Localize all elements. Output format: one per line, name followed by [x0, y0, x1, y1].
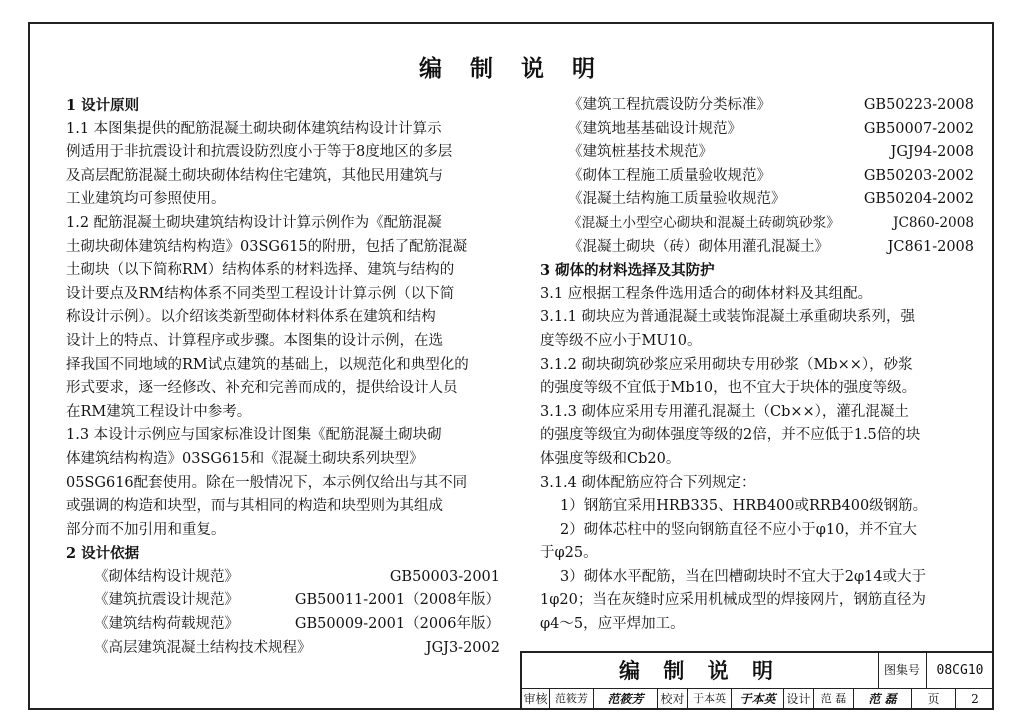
- para-3-1-2-line: 的强度等级不宜低于Mb10，也不宜大于块体的强度等级。: [540, 380, 917, 397]
- page-title: 编 制 说 明: [418, 55, 606, 82]
- reference-code: GB50007-2002: [863, 120, 974, 137]
- reference-code: JC861-2008: [887, 238, 974, 255]
- checker-name: 于本英: [688, 688, 732, 710]
- para-1-3-line: 或强调的构造和块型，而与其相同的构造和块型则为其组成: [66, 498, 443, 515]
- design-label: 设计: [784, 688, 814, 710]
- reviewer-signature: 范筱芳: [594, 688, 658, 710]
- reference-name: 《建筑抗震设计规范》: [94, 592, 239, 609]
- reference-code: JGJ3-2002: [425, 639, 500, 656]
- reference-name: 《砌体工程施工质量验收规范》: [568, 167, 771, 184]
- section-1-title: 1 设计原则: [66, 97, 140, 114]
- para-1-2-line: 择我国不同地域的RM试点建筑的基础上，以规范化和典型化的: [66, 356, 469, 373]
- reference-row: [540, 141, 976, 165]
- reference-row: [540, 212, 976, 236]
- atlas-number-label: 图集号: [878, 653, 927, 688]
- reference-code: GB50204-2002: [863, 191, 974, 208]
- reference-row: [540, 188, 976, 212]
- title-block-title: 编 制 说 明: [522, 653, 879, 688]
- reference-name: 《混凝土砌块（砖）砌体用灌孔混凝土》: [568, 238, 829, 255]
- para-1-3-line: 1.3 本设计示例应与国家标准设计图集《配筋混凝土砌块砌: [66, 427, 442, 444]
- para-3-1-4: 3.1.4 砌体配筋应符合下列规定：: [540, 474, 756, 491]
- reference-code: GB50009-2001（2006年版）: [294, 616, 500, 633]
- reference-name: 《建筑桩基技术规范》: [568, 144, 713, 161]
- title-block-top-row: [522, 653, 994, 689]
- list-item: 2）砌体芯柱中的竖向钢筋直径不应小于φ10，并不宜大: [560, 521, 917, 538]
- para-3-1-3-line: 体强度等级和Cb20。: [540, 450, 681, 467]
- para-1-3-line: 05SG616配套使用。除在一般情况下，本示例仅给出与其不同: [66, 474, 468, 491]
- para-3-1-1-line: 度等级不应小于MU10。: [540, 332, 702, 349]
- designer-name: 范 磊: [814, 688, 854, 710]
- para-1-2-line: 土砌块（以下简称RM）结构体系的材料选择、建筑与结构的: [66, 262, 455, 279]
- reference-code: GB50223-2008: [863, 97, 974, 113]
- reference-row: [540, 165, 976, 189]
- list-item: 3）砌体水平配筋，当在凹槽砌块时不宜大于2φ14或大于: [560, 568, 927, 585]
- right-column: [540, 94, 976, 637]
- designer-signature: 范 磊: [854, 688, 912, 710]
- section-3-title: 3 砌体的材料选择及其防护: [540, 262, 715, 280]
- reference-row: [540, 94, 976, 118]
- para-1-1-line: 例适用于非抗震设计和抗震设防烈度小于等于8度地区的多层: [66, 144, 453, 161]
- para-3-1-2-line: 3.1.2 砌块砌筑砂浆应采用砌块专用砂浆（Mb××），砂浆: [540, 356, 913, 373]
- para-1-2-line: 形式要求，逐一经修改、补充和完善而成的，提供给设计人员: [66, 380, 458, 397]
- para-1-2-line: 在RM建筑工程设计中参考。: [66, 403, 252, 420]
- para-3-1-3-line: 3.1.3 砌体应采用专用灌孔混凝土（Cb××），灌孔混凝土: [540, 403, 909, 420]
- para-1-1-line: 工业建筑均可参照使用。: [66, 191, 226, 208]
- para-1-2-line: 称设计示例）。以介绍该类新型砌体材料体系在建筑和结构: [66, 309, 436, 326]
- para-1-1-line: 及高层配筋混凝土砌块砌体结构住宅建筑，其他民用建筑与: [66, 167, 443, 184]
- page-number: 2: [971, 692, 979, 706]
- para-1-2-line: 土砌块砌体建筑结构构造》03SG615的附册，包括了配筋混凝: [66, 238, 468, 255]
- reference-row: [540, 236, 976, 260]
- reference-row: [540, 118, 976, 142]
- reference-row: [66, 589, 506, 613]
- reference-code: GB50203-2002: [863, 167, 974, 184]
- reference-code: JGJ94-2008: [890, 144, 974, 161]
- para-3-1: 3.1 应根据工程条件选用适合的砌体材料及其组配。: [540, 285, 873, 302]
- title-block-signature-row: [522, 688, 994, 710]
- reviewer-name: 范筱芳: [550, 688, 594, 710]
- list-item: 1）钢筋宜采用HRB335、HRB400或RRB400级钢筋。: [560, 498, 928, 515]
- reference-name: 《建筑结构荷载规范》: [94, 616, 239, 633]
- para-1-2-line: 1.2 配筋混凝土砌块建筑结构设计计算示例作为《配筋混凝: [66, 214, 442, 231]
- reference-row: [66, 566, 506, 590]
- checker-signature: 于本英: [732, 688, 784, 710]
- para-1-3-line: 体建筑结构构造》03SG615和《混凝土砌块系列块型》: [66, 450, 424, 467]
- atlas-number-value: 08CG10: [936, 663, 984, 678]
- reference-code: JC860-2008: [893, 214, 974, 231]
- reference-name: 《高层建筑混凝土结构技术规程》: [94, 639, 312, 656]
- page-label: 页: [912, 688, 956, 710]
- para-1-2-line: 设计上的特点、计算程序或步骤。本图集的设计示例，在选: [66, 332, 443, 349]
- reference-name: 《建筑工程抗震设防分类标准》: [568, 97, 771, 113]
- section-2-title: 2 设计依据: [66, 545, 140, 563]
- para-1-3-line: 部分而不加引用和重复。: [66, 521, 226, 538]
- list-item: 于φ25。: [540, 545, 598, 562]
- list-item: φ4～5，应平焊加工。: [540, 616, 685, 633]
- para-3-1-3-line: 的强度等级宜为砌体强度等级的2倍，并不应低于1.5倍的块: [540, 427, 921, 444]
- reference-row: [66, 637, 506, 661]
- reference-name: 《砌体结构设计规范》: [94, 568, 239, 585]
- para-3-1-1-line: 3.1.1 砌块应为普通混凝土或装饰混凝土承重砌块系列，强: [540, 309, 916, 326]
- check-label: 校对: [658, 688, 688, 710]
- left-column: [66, 94, 506, 660]
- para-1-1-line: 1.1 本图集提供的配筋混凝土砌块砌体建筑结构设计计算示: [66, 120, 442, 137]
- reference-code: GB50003-2001: [389, 568, 500, 585]
- reference-name: 《建筑地基基础设计规范》: [568, 120, 742, 137]
- reference-name: 《混凝土结构施工质量验收规范》: [568, 191, 786, 208]
- list-item: 1φ20；当在灰缝时应采用机械成型的焊接网片，钢筋直径为: [540, 592, 926, 609]
- title-block: [520, 651, 994, 710]
- review-label: 审核: [522, 688, 550, 710]
- reference-row: [66, 613, 506, 637]
- para-1-2-line: 设计要点及RM结构体系不同类型工程设计计算示例（以下简: [66, 285, 455, 302]
- reference-name: 《混凝土小型空心砌块和混凝土砖砌筑砂浆》: [568, 214, 840, 231]
- reference-code: GB50011-2001（2008年版）: [294, 592, 500, 609]
